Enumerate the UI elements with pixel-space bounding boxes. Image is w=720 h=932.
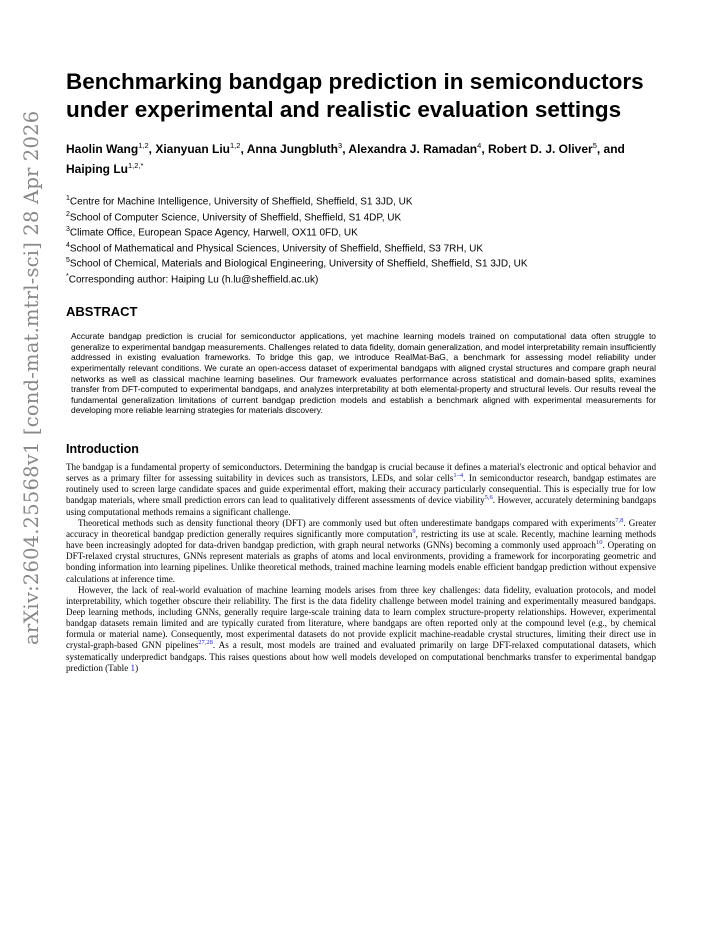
author-separator: ,	[481, 142, 488, 156]
author-name: Alexandra J. Ramadan	[348, 142, 478, 156]
affiliation-text: Corresponding author: Haiping Lu (h.lu@sheffield.ac.uk)	[68, 273, 319, 285]
paragraph-text: . In semiconductor research, bandgap estimates are routinely used to screen large candidate spaces and guide experimental effort, making their accuracy particularly consequential. This is especially true for low bandgap materials, where small prediction errors can lead to qualitatively different assessments of device viability	[66, 473, 656, 506]
author-affiliation-mark: 5	[592, 141, 597, 150]
affiliation-mark: 3	[66, 226, 70, 234]
affiliation-text: School of Chemical, Materials and Biological Engineering, University of Sheffield, Sheffield, S1 3JD, UK	[69, 258, 528, 270]
introduction-body	[66, 462, 656, 674]
abstract-heading: ABSTRACT	[66, 304, 138, 320]
author-affiliation-mark: 1,2	[230, 141, 241, 150]
author-separator: ,	[342, 142, 349, 156]
author-separator: , and	[596, 142, 625, 156]
author-affiliation-mark: 1,2,*	[128, 160, 144, 170]
introduction-heading: Introduction	[66, 441, 139, 456]
citation-link[interactable]: 7,8	[615, 516, 624, 524]
paragraph-text: . However, accurately determining bandgaps using computational methods remains a significant challenge.	[66, 495, 657, 517]
paragraph-text: Theoretical methods such as density functional theory (DFT) are commonly used but often underestimate bandgaps compared with experiments	[78, 517, 616, 528]
author-name: Haolin Wang	[66, 142, 139, 156]
arxiv-identifier: arXiv:2604.25568v1 [cond-mat.mtrl-sci] 28 Apr 2026	[20, 110, 43, 645]
paragraph-text: . Operating on DFT-relaxed crystal structures, GNNs represent materials as graphs of atoms and local environments, providing a framework for incorporating geometric and bonding information into learning pipelines. Unlike theoretical methods, trained machine learning models enable efficient bandgap prediction without expensive calculations at inference time.	[66, 540, 656, 584]
paragraph-text: However, the lack of real-world evaluation of machine learning models arises from three key challenges: data fidelity, evaluation protocols, and model interpretability, which together obscure their reliability. The first is the data fidelity challenge between model training and experimentally measured bandgaps. Deep learning methods, including GNNs, generally require large-scale training data to learn complex structure-property relationships. However, experimental bandgap datasets remain limited and are typically curated from literature, where bandgaps are often reported only at the compound level (e.g., by chemical formula or material name). Consequently, most experimental datasets do not provide explicit machine-readable crystal structures, limiting their direct use in crystal-graph-based GNN pipelines	[66, 584, 656, 651]
affiliation-item	[66, 255, 656, 271]
affiliation-text: Climate Office, European Space Agency, Harwell, OX11 0FD, UK	[69, 227, 358, 239]
affiliation-text: School of Computer Science, University of Sheffield, Sheffield, S1 4DP, UK	[69, 211, 402, 223]
paragraph-text: )	[135, 662, 139, 673]
author-name: Anna Jungbluth	[246, 142, 339, 156]
intro-paragraph-1	[66, 462, 656, 518]
citation-link[interactable]: 9	[412, 527, 416, 535]
author-affiliation-mark: 1,2	[138, 141, 149, 150]
intro-paragraph-3	[66, 585, 656, 674]
abstract-text: Accurate bandgap prediction is crucial for semiconductor applications, yet machine learning models trained on computational data often struggle to generalize to experimental bandgap measurements. Challenges related to data fidelity, domain generalization, and model interpretability remain insufficiently addressed in existing evaluation frameworks. To bridge this gap, we introduce RealMat-BaG, a benchmark for assessing model reliability under experimentally relevant conditions. We curate an open-access dataset of experimental bandgaps with aligned crystal structures and compare graph neural networks as well as classical machine learning baselines. Our framework evaluates performance across statistical and domain-based splits, examines transfer from DFT-computed to experimental bandgaps, and analyzes interpretability at both elemental-property and structural levels. Our results reveal the fundamental generalization limitations of current bandgap prediction models and establish a benchmark aligned with experimental measurements for developing more reliable learning strategies for materials discovery.	[71, 331, 656, 416]
paper-title: Benchmarking bandgap prediction in semiconductors under experimental and realistic evaluation settings	[66, 69, 644, 122]
affiliation-item	[66, 240, 656, 256]
arxiv-sidebar	[20, 110, 46, 645]
author-name: Robert D. J. Oliver	[487, 142, 593, 156]
author-list	[66, 138, 656, 177]
intro-paragraph-2	[66, 518, 656, 585]
table-reference-link[interactable]: 1	[130, 662, 136, 673]
affiliation-list	[66, 193, 656, 286]
affiliation-mark: *	[66, 272, 69, 280]
affiliation-mark: 4	[66, 241, 70, 249]
citation-link[interactable]: 1–4	[453, 472, 464, 480]
author-name: Haiping Lu	[66, 161, 128, 176]
paper-page	[66, 68, 656, 674]
affiliation-mark: 1	[66, 195, 70, 202]
paragraph-text: . As a result, most models are trained and evaluated primarily on large DFT-relaxed computational datasets, which systematically underpredict bandgaps. This raises questions about how well models developed on computational benchmarks transfer to experimental bandgap prediction (Table	[66, 640, 656, 673]
citation-link[interactable]: 27,28	[198, 639, 213, 647]
affiliation-item	[66, 224, 656, 240]
paragraph-text: The bandgap is a fundamental property of semiconductors. Determining the bandgap is crucial because it defines a material's electronic and optical behavior and serves as a primary filter for assessing suitability in devices such as transistors, LEDs, and solar cells	[66, 461, 656, 484]
affiliation-item	[66, 271, 656, 287]
affiliation-text: Centre for Machine Intelligence, University of Sheffield, Sheffield, S1 3JD, UK	[69, 196, 413, 208]
author-affiliation-mark: 3	[338, 141, 343, 150]
author-separator: ,	[240, 142, 247, 156]
citation-link[interactable]: 5,6	[484, 494, 493, 502]
paragraph-text: , restricting its use at scale. Recently, machine learning methods have been increasingly adopted for data-driven bandgap prediction, with graph neural networks (GNNs) becoming a commonly used approach	[66, 528, 657, 551]
affiliation-mark: 2	[66, 210, 70, 218]
affiliation-mark: 5	[66, 257, 70, 265]
author-separator: ,	[148, 142, 156, 156]
author-name: Xianyuan Liu	[155, 142, 231, 156]
affiliation-item	[66, 193, 656, 209]
author-affiliation-mark: 4	[477, 141, 482, 150]
paragraph-text: . Greater accuracy in theoretical bandgap prediction generally requires significantly more computation	[66, 517, 657, 539]
affiliation-item	[66, 209, 656, 225]
affiliation-text: School of Mathematical and Physical Sciences, University of Sheffield, Sheffield, S3 7RH, UK	[69, 242, 484, 254]
citation-link[interactable]: 10	[595, 539, 603, 546]
